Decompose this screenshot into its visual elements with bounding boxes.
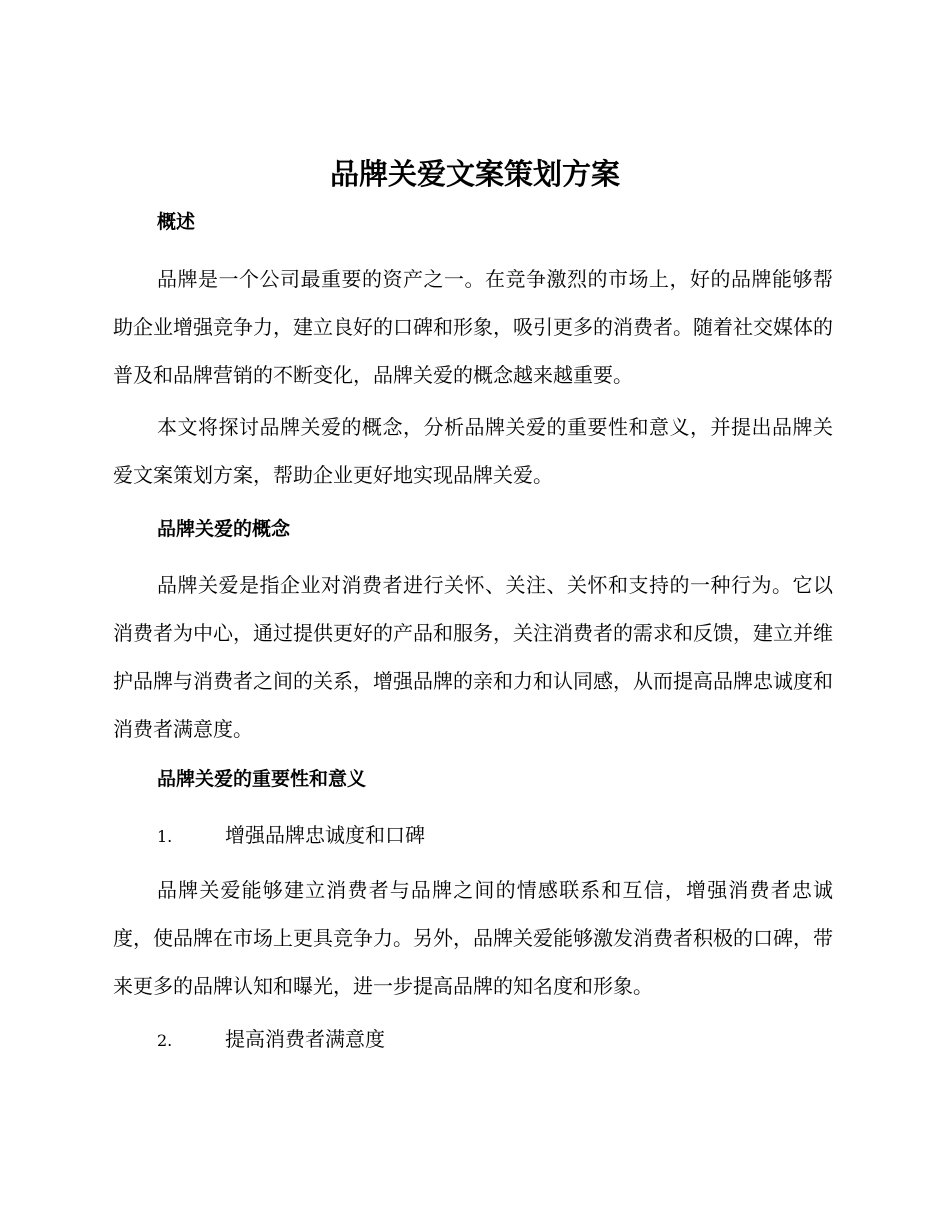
document-title: 品牌关爱文案策划方案 [329, 157, 620, 191]
concept-paragraph: 品牌关爱是指企业对消费者进行关怀、关注、关怀和支持的一种行为。它以消费者为中心，通过提供更好的产品和服务，关注消费者的需求和反馈，建立并维护品牌与消费者之间的关系，增强品牌的亲和力和认同感，从而提高品牌忠诚度和消费者满意度。 [113, 573, 833, 741]
list-item-1 [157, 821, 425, 851]
list-item-label: 提高消费者满意度 [225, 1027, 385, 1051]
list-item-2 [157, 1025, 385, 1055]
overview-paragraph-2: 本文将探讨品牌关爱的概念，分析品牌关爱的重要性和意义，并提出品牌关爱文案策划方案，帮助企业更好地实现品牌关爱。 [113, 415, 833, 487]
importance-paragraph-1: 品牌关爱能够建立消费者与品牌之间的情感联系和互信，增强消费者忠诚度，使品牌在市场上更具竞争力。另外，品牌关爱能够激发消费者积极的口碑，带来更多的品牌认知和曝光，进一步提高品牌的知名度和形象。 [113, 878, 833, 998]
overview-paragraph-1: 品牌是一个公司最重要的资产之一。在竞争激烈的市场上，好的品牌能够帮助企业增强竞争力，建立良好的口碑和形象，吸引更多的消费者。随着社交媒体的普及和品牌营销的不断变化，品牌关爱的概念越来越重要。 [113, 267, 833, 387]
list-item-label: 增强品牌忠诚度和口碑 [225, 823, 425, 847]
section-heading-overview: 概述 [157, 211, 196, 233]
section-heading-concept: 品牌关爱的概念 [157, 518, 291, 540]
list-item-number: 1. [157, 827, 173, 846]
list-item-number: 2. [157, 1031, 173, 1050]
section-heading-importance: 品牌关爱的重要性和意义 [157, 768, 367, 790]
